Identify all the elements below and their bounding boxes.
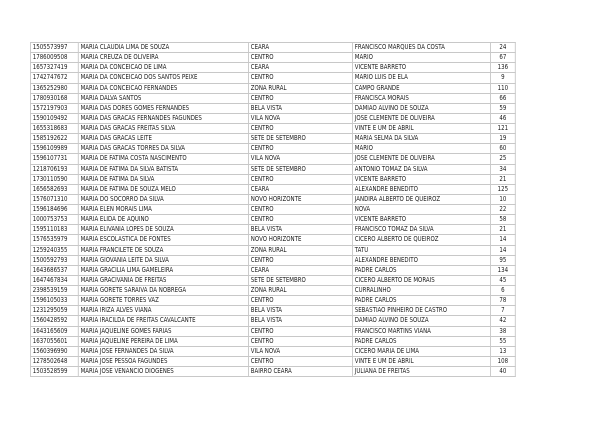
table-row [30, 73, 515, 83]
school-cell: MARIO [352, 53, 490, 63]
district-cell: VILA NOVA [249, 346, 353, 356]
school-cell: VINTE E UM DE ABRIL [352, 356, 490, 366]
district-cell: SETE DE SETEMBRO [249, 164, 353, 174]
number-cell: 134 [490, 265, 515, 275]
district-cell: BAIRRO CEARA [249, 367, 353, 377]
records-body [30, 43, 515, 377]
number-cell: 19 [490, 134, 515, 144]
school-cell: ANTONIO TOMAZ DA SILVA [352, 164, 490, 174]
district-cell: CENTRO [249, 174, 353, 184]
record-id-cell: 1572197903 [30, 103, 78, 113]
name-cell: MARIA DAS GRACAS FERNANDES FAGUNDES [78, 113, 248, 123]
record-id-cell: 1655318683 [30, 124, 78, 134]
record-id-cell: 2398539159 [30, 286, 78, 296]
table-row [30, 103, 515, 113]
school-cell: ALEXANDRE BENEDITO [352, 255, 490, 265]
school-cell: VICENTE BARRETO [352, 215, 490, 225]
record-id-cell: 1218706193 [30, 164, 78, 174]
name-cell: MARIA DE FATIMA DA SILVA BATISTA [78, 164, 248, 174]
number-cell: 21 [490, 225, 515, 235]
record-id-cell: 1503528599 [30, 367, 78, 377]
number-cell: 34 [490, 164, 515, 174]
district-cell: NOVO HORIZONTE [249, 194, 353, 204]
district-cell: CENTRO [249, 336, 353, 346]
school-cell: CAMPO GRANDE [352, 83, 490, 93]
record-id-cell: 1505573997 [30, 43, 78, 53]
school-cell: JOSE CLEMENTE DE OLIVEIRA [352, 154, 490, 164]
school-cell: CURRALINHO [352, 286, 490, 296]
record-id-cell: 1596105033 [30, 296, 78, 306]
name-cell: MARIA GORETE SARAIVA DA NOBREGA [78, 286, 248, 296]
school-cell: MARIO [352, 144, 490, 154]
table-row [30, 134, 515, 144]
district-cell: SETE DE SETEMBRO [249, 134, 353, 144]
record-id-cell: 1643165609 [30, 326, 78, 336]
number-cell: 45 [490, 275, 515, 285]
number-cell: 22 [490, 205, 515, 215]
district-cell: CENTRO [249, 205, 353, 215]
table-row [30, 265, 515, 275]
name-cell: MARIA DE FATIMA DE SOUZA MELO [78, 184, 248, 194]
number-cell: 136 [490, 63, 515, 73]
number-cell: 38 [490, 326, 515, 336]
table-row [30, 113, 515, 123]
name-cell: MARIA DAS GRACAS LEITE [78, 134, 248, 144]
table-row [30, 275, 515, 285]
table-row [30, 336, 515, 346]
district-cell: BELA VISTA [249, 316, 353, 326]
name-cell: MARIA CREUZA DE OLIVEIRA [78, 53, 248, 63]
name-cell: MARIA DE FATIMA COSTA NASCIMENTO [78, 154, 248, 164]
district-cell: VILA NOVA [249, 154, 353, 164]
district-cell: CENTRO [249, 326, 353, 336]
number-cell: 78 [490, 296, 515, 306]
name-cell: MARIA DE FATIMA DA SILVA [78, 174, 248, 184]
number-cell: 7 [490, 306, 515, 316]
district-cell: CENTRO [249, 144, 353, 154]
name-cell: MARIA GIOVANIA LEITE DA SILVA [78, 255, 248, 265]
school-cell: PADRE CARLOS [352, 296, 490, 306]
school-cell: FRANCISCO MARQUES DA COSTA [352, 43, 490, 53]
name-cell: MARIA JAQUELINE PEREIRA DE LIMA [78, 336, 248, 346]
table-row [30, 235, 515, 245]
record-id-cell: 1656582693 [30, 184, 78, 194]
record-id-cell: 1576535979 [30, 235, 78, 245]
table-row [30, 53, 515, 63]
name-cell: MARIA DA CONCEICAO FERNANDES [78, 83, 248, 93]
record-id-cell: 1576071310 [30, 194, 78, 204]
district-cell: CEARA [249, 43, 353, 53]
district-cell: CEARA [249, 63, 353, 73]
number-cell: 59 [490, 103, 515, 113]
district-cell: BELA VISTA [249, 306, 353, 316]
name-cell: MARIA ELIVANIA LOPES DE SOUZA [78, 225, 248, 235]
school-cell: SEBASTIAO PINHEIRO DE CASTRO [352, 306, 490, 316]
table-row [30, 215, 515, 225]
district-cell: CEARA [249, 184, 353, 194]
table-row [30, 43, 515, 53]
name-cell: MARIA DAS GRACAS TORRES DA SILVA [78, 144, 248, 154]
table-row [30, 306, 515, 316]
table-row [30, 346, 515, 356]
district-cell: ZONA RURAL [249, 286, 353, 296]
name-cell: MARIA DA CONCEICAO DE LIMA [78, 63, 248, 73]
name-cell: MARIA GRACIVANIA DE FREITAS [78, 275, 248, 285]
name-cell: MARIA GORETE TORRES VAZ [78, 296, 248, 306]
record-id-cell: 1643686537 [30, 265, 78, 275]
table-row [30, 326, 515, 336]
school-cell: TATU [352, 245, 490, 255]
district-cell: CENTRO [249, 124, 353, 134]
record-id-cell: 1590109492 [30, 113, 78, 123]
number-cell: 6 [490, 286, 515, 296]
name-cell: MARIA JOSE VENANCIO DIOGENES [78, 367, 248, 377]
number-cell: 46 [490, 113, 515, 123]
record-id-cell: 1657327419 [30, 63, 78, 73]
school-cell: FRANCISCO MARTINS VIANA [352, 326, 490, 336]
record-id-cell: 1231295059 [30, 306, 78, 316]
name-cell: MARIA CLAUDIA LIMA DE SOUZA [78, 43, 248, 53]
table-row [30, 255, 515, 265]
number-cell: 55 [490, 336, 515, 346]
record-id-cell: 1595110183 [30, 225, 78, 235]
school-cell: VICENTE BARRETO [352, 63, 490, 73]
school-cell: MARIA SELMA DA SILVA [352, 134, 490, 144]
district-cell: BELA VISTA [249, 225, 353, 235]
name-cell: MARIA DALVA SANTOS [78, 93, 248, 103]
record-id-cell: 1278502648 [30, 356, 78, 366]
record-id-cell: 1596109989 [30, 144, 78, 154]
record-id-cell: 1742747672 [30, 73, 78, 83]
table-row [30, 194, 515, 204]
table-row [30, 245, 515, 255]
number-cell: 110 [490, 83, 515, 93]
record-id-cell: 1730110590 [30, 174, 78, 184]
number-cell: 24 [490, 43, 515, 53]
district-cell: CENTRO [249, 296, 353, 306]
school-cell: VICENTE BARRETO [352, 174, 490, 184]
district-cell: CENTRO [249, 255, 353, 265]
table-row [30, 225, 515, 235]
district-cell: CENTRO [249, 356, 353, 366]
school-cell: VINTE E UM DE ABRIL [352, 124, 490, 134]
table-row [30, 124, 515, 134]
table-row [30, 174, 515, 184]
number-cell: 58 [490, 215, 515, 225]
record-id-cell: 1560396990 [30, 346, 78, 356]
name-cell: MARIA DA CONCEICAO DOS SANTOS PEIXE [78, 73, 248, 83]
number-cell: 125 [490, 184, 515, 194]
record-id-cell: 1637055601 [30, 336, 78, 346]
table-row [30, 367, 515, 377]
number-cell: 40 [490, 367, 515, 377]
district-cell: VILA NOVA [249, 113, 353, 123]
school-cell: JANDIRA ALBERTO DE QUEIROZ [352, 194, 490, 204]
number-cell: 14 [490, 245, 515, 255]
name-cell: MARIA ELEN MORAIS LIMA [78, 205, 248, 215]
name-cell: MARIA JAQUELINE GOMES FARIAS [78, 326, 248, 336]
record-id-cell: 1647467834 [30, 275, 78, 285]
number-cell: 13 [490, 346, 515, 356]
name-cell: MARIA DAS DORES GOMES FERNANDES [78, 103, 248, 113]
table-row [30, 205, 515, 215]
school-cell: JOSE CLEMENTE DE OLIVEIRA [352, 113, 490, 123]
table-row [30, 144, 515, 154]
district-cell: NOVO HORIZONTE [249, 235, 353, 245]
school-cell: CICERO ALBERTO DE QUEIROZ [352, 235, 490, 245]
school-cell: JULIANA DE FREITAS [352, 367, 490, 377]
school-cell: FRANCISCA MORAIS [352, 93, 490, 103]
name-cell: MARIA FRANCILETE DE SOUZA [78, 245, 248, 255]
record-id-cell: 1500592793 [30, 255, 78, 265]
name-cell: MARIA GRACILIA LIMA GAMELEIRA [78, 265, 248, 275]
table-row [30, 356, 515, 366]
name-cell: MARIA DO SOCORRO DA SILVA [78, 194, 248, 204]
school-cell: CICERO MARIA DE LIMA [352, 346, 490, 356]
school-cell: DAMIAO ALVINO DE SOUZA [352, 103, 490, 113]
table-row [30, 83, 515, 93]
spreadsheet [30, 42, 516, 377]
table-row [30, 316, 515, 326]
school-cell: FRANCISCO TOMAZ DA SILVA [352, 225, 490, 235]
school-cell: CICERO ALBERTO DE MORAIS [352, 275, 490, 285]
number-cell: 25 [490, 154, 515, 164]
district-cell: CENTRO [249, 93, 353, 103]
name-cell: MARIA JOSE FERNANDES DA SILVA [78, 346, 248, 356]
number-cell: 121 [490, 124, 515, 134]
record-id-cell: 1786009508 [30, 53, 78, 63]
table-row [30, 164, 515, 174]
district-cell: CENTRO [249, 53, 353, 63]
district-cell: ZONA RURAL [249, 83, 353, 93]
district-cell: SETE DE SETEMBRO [249, 275, 353, 285]
table-row [30, 184, 515, 194]
record-id-cell: 1259240355 [30, 245, 78, 255]
number-cell: 66 [490, 93, 515, 103]
district-cell: CENTRO [249, 215, 353, 225]
table-row [30, 63, 515, 73]
school-cell: PADRE CARLOS [352, 265, 490, 275]
number-cell: 67 [490, 53, 515, 63]
record-id-cell: 1560428592 [30, 316, 78, 326]
table-row [30, 286, 515, 296]
name-cell: MARIA JOSE PESSOA FAGUNDES [78, 356, 248, 366]
number-cell: 10 [490, 194, 515, 204]
name-cell: MARIA IRIZA ALVES VIANA [78, 306, 248, 316]
number-cell: 14 [490, 235, 515, 245]
record-id-cell: 1000753753 [30, 215, 78, 225]
school-cell: DAMIAO ALVINO DE SOUZA [352, 316, 490, 326]
record-id-cell: 1596107731 [30, 154, 78, 164]
number-cell: 95 [490, 255, 515, 265]
school-cell: ALEXANDRE BENEDITO [352, 184, 490, 194]
record-id-cell: 1780930168 [30, 93, 78, 103]
name-cell: MARIA ESCOLASTICA DE FONTES [78, 235, 248, 245]
number-cell: 60 [490, 144, 515, 154]
name-cell: MARIA DAS GRACAS FREITAS SILVA [78, 124, 248, 134]
school-cell: MARIO LUIS DE ELA [352, 73, 490, 83]
number-cell: 21 [490, 174, 515, 184]
district-cell: CEARA [249, 265, 353, 275]
school-cell: NOVA [352, 205, 490, 215]
name-cell: MARIA IRACILDA DE FREITAS CAVALCANTE [78, 316, 248, 326]
name-cell: MARIA ELIDA DE AQUINO [78, 215, 248, 225]
table-row [30, 296, 515, 306]
number-cell: 108 [490, 356, 515, 366]
school-cell: PADRE CARLOS [352, 336, 490, 346]
district-cell: ZONA RURAL [249, 245, 353, 255]
record-id-cell: 1585192622 [30, 134, 78, 144]
number-cell: 9 [490, 73, 515, 83]
record-id-cell: 1596184696 [30, 205, 78, 215]
records-table [30, 42, 516, 377]
district-cell: BELA VISTA [249, 103, 353, 113]
table-row [30, 154, 515, 164]
record-id-cell: 1365252980 [30, 83, 78, 93]
number-cell: 42 [490, 316, 515, 326]
district-cell: CENTRO [249, 73, 353, 83]
table-row [30, 93, 515, 103]
